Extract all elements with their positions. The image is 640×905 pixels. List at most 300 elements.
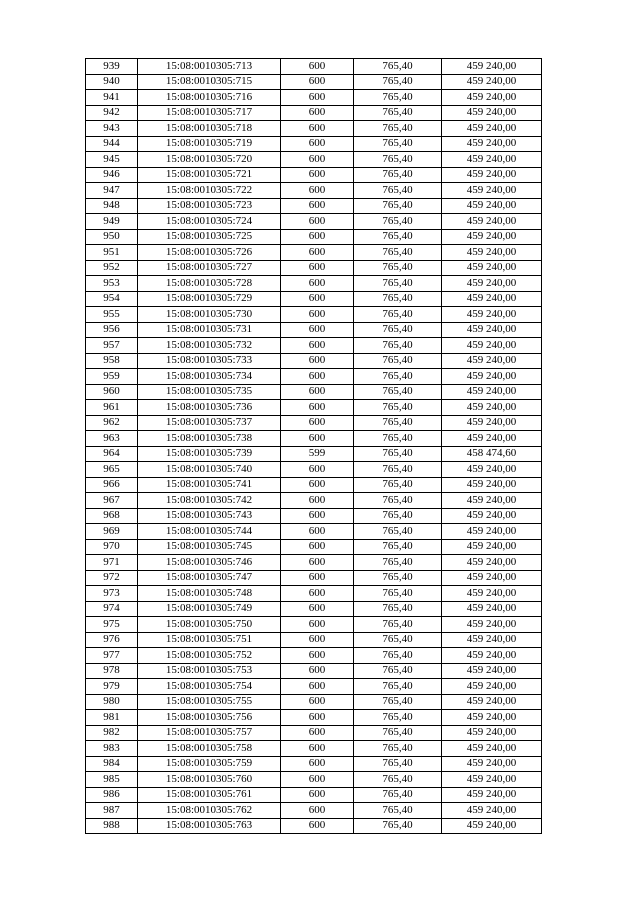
row-number-cell: 976 xyxy=(86,632,138,648)
cadastral-number-cell: 15:08:0010305:744 xyxy=(138,524,281,540)
rate-cell: 765,40 xyxy=(354,555,442,571)
rate-cell: 765,40 xyxy=(354,384,442,400)
area-cell: 600 xyxy=(281,586,354,602)
area-cell: 600 xyxy=(281,183,354,199)
table-row xyxy=(86,276,542,292)
table-row xyxy=(86,493,542,509)
area-cell: 600 xyxy=(281,539,354,555)
table-row xyxy=(86,586,542,602)
row-number-cell: 973 xyxy=(86,586,138,602)
cadastral-number-cell: 15:08:0010305:751 xyxy=(138,632,281,648)
row-number-cell: 954 xyxy=(86,291,138,307)
cadastral-number-cell: 15:08:0010305:759 xyxy=(138,756,281,772)
total-cell: 459 240,00 xyxy=(442,338,542,354)
table-row xyxy=(86,570,542,586)
area-cell: 600 xyxy=(281,291,354,307)
total-cell: 459 240,00 xyxy=(442,105,542,121)
rate-cell: 765,40 xyxy=(354,121,442,137)
cadastral-number-cell: 15:08:0010305:763 xyxy=(138,818,281,834)
rate-cell: 765,40 xyxy=(354,415,442,431)
total-cell: 459 240,00 xyxy=(442,586,542,602)
table-row xyxy=(86,90,542,106)
total-cell: 459 240,00 xyxy=(442,167,542,183)
total-cell: 459 240,00 xyxy=(442,508,542,524)
row-number-cell: 981 xyxy=(86,710,138,726)
table-row xyxy=(86,555,542,571)
row-number-cell: 952 xyxy=(86,260,138,276)
area-cell: 600 xyxy=(281,679,354,695)
total-cell: 459 240,00 xyxy=(442,663,542,679)
rate-cell: 765,40 xyxy=(354,632,442,648)
total-cell: 459 240,00 xyxy=(442,307,542,323)
table-row xyxy=(86,369,542,385)
cadastral-number-cell: 15:08:0010305:760 xyxy=(138,772,281,788)
rate-cell: 765,40 xyxy=(354,617,442,633)
cadastral-number-cell: 15:08:0010305:749 xyxy=(138,601,281,617)
area-cell: 600 xyxy=(281,601,354,617)
table-row xyxy=(86,679,542,695)
row-number-cell: 977 xyxy=(86,648,138,664)
cadastral-number-cell: 15:08:0010305:737 xyxy=(138,415,281,431)
cadastral-number-cell: 15:08:0010305:720 xyxy=(138,152,281,168)
table-row xyxy=(86,787,542,803)
total-cell: 459 240,00 xyxy=(442,694,542,710)
cadastral-number-cell: 15:08:0010305:753 xyxy=(138,663,281,679)
area-cell: 600 xyxy=(281,121,354,137)
total-cell: 459 240,00 xyxy=(442,90,542,106)
table-row xyxy=(86,384,542,400)
rate-cell: 765,40 xyxy=(354,710,442,726)
table-row xyxy=(86,725,542,741)
row-number-cell: 984 xyxy=(86,756,138,772)
area-cell: 599 xyxy=(281,446,354,462)
area-cell: 600 xyxy=(281,152,354,168)
area-cell: 600 xyxy=(281,276,354,292)
area-cell: 600 xyxy=(281,462,354,478)
table-row xyxy=(86,353,542,369)
table-row xyxy=(86,307,542,323)
cadastral-number-cell: 15:08:0010305:743 xyxy=(138,508,281,524)
rate-cell: 765,40 xyxy=(354,400,442,416)
total-cell: 459 240,00 xyxy=(442,555,542,571)
total-cell: 459 240,00 xyxy=(442,229,542,245)
rate-cell: 765,40 xyxy=(354,322,442,338)
rate-cell: 765,40 xyxy=(354,524,442,540)
rate-cell: 765,40 xyxy=(354,586,442,602)
row-number-cell: 986 xyxy=(86,787,138,803)
total-cell: 459 240,00 xyxy=(442,617,542,633)
total-cell: 459 240,00 xyxy=(442,136,542,152)
row-number-cell: 941 xyxy=(86,90,138,106)
rate-cell: 765,40 xyxy=(354,772,442,788)
cadastral-number-cell: 15:08:0010305:717 xyxy=(138,105,281,121)
table-row xyxy=(86,291,542,307)
table-row xyxy=(86,663,542,679)
rate-cell: 765,40 xyxy=(354,136,442,152)
rate-cell: 765,40 xyxy=(354,338,442,354)
table-row xyxy=(86,601,542,617)
area-cell: 600 xyxy=(281,756,354,772)
total-cell: 459 240,00 xyxy=(442,121,542,137)
rate-cell: 765,40 xyxy=(354,152,442,168)
cadastral-number-cell: 15:08:0010305:762 xyxy=(138,803,281,819)
table-row xyxy=(86,756,542,772)
cadastral-number-cell: 15:08:0010305:715 xyxy=(138,74,281,90)
area-cell: 600 xyxy=(281,322,354,338)
cadastral-number-cell: 15:08:0010305:738 xyxy=(138,431,281,447)
total-cell: 459 240,00 xyxy=(442,415,542,431)
rate-cell: 765,40 xyxy=(354,477,442,493)
total-cell: 459 240,00 xyxy=(442,539,542,555)
area-cell: 600 xyxy=(281,663,354,679)
area-cell: 600 xyxy=(281,694,354,710)
table-row xyxy=(86,198,542,214)
row-number-cell: 969 xyxy=(86,524,138,540)
row-number-cell: 950 xyxy=(86,229,138,245)
cadastral-number-cell: 15:08:0010305:716 xyxy=(138,90,281,106)
table-row xyxy=(86,59,542,75)
table-row xyxy=(86,245,542,261)
rate-cell: 765,40 xyxy=(354,260,442,276)
table-row xyxy=(86,477,542,493)
rate-cell: 765,40 xyxy=(354,601,442,617)
area-cell: 600 xyxy=(281,710,354,726)
area-cell: 600 xyxy=(281,787,354,803)
row-number-cell: 944 xyxy=(86,136,138,152)
rate-cell: 765,40 xyxy=(354,369,442,385)
area-cell: 600 xyxy=(281,617,354,633)
cadastral-number-cell: 15:08:0010305:731 xyxy=(138,322,281,338)
cadastral-number-cell: 15:08:0010305:758 xyxy=(138,741,281,757)
table-row xyxy=(86,152,542,168)
row-number-cell: 948 xyxy=(86,198,138,214)
row-number-cell: 942 xyxy=(86,105,138,121)
cadastral-number-cell: 15:08:0010305:729 xyxy=(138,291,281,307)
rate-cell: 765,40 xyxy=(354,105,442,121)
rate-cell: 765,40 xyxy=(354,307,442,323)
table-row xyxy=(86,167,542,183)
table-row xyxy=(86,648,542,664)
cadastral-number-cell: 15:08:0010305:761 xyxy=(138,787,281,803)
total-cell: 459 240,00 xyxy=(442,648,542,664)
area-cell: 600 xyxy=(281,338,354,354)
row-number-cell: 967 xyxy=(86,493,138,509)
total-cell: 459 240,00 xyxy=(442,353,542,369)
table-row xyxy=(86,415,542,431)
cadastral-number-cell: 15:08:0010305:721 xyxy=(138,167,281,183)
cadastral-number-cell: 15:08:0010305:732 xyxy=(138,338,281,354)
land-plots-table xyxy=(85,58,542,834)
rate-cell: 765,40 xyxy=(354,741,442,757)
area-cell: 600 xyxy=(281,136,354,152)
area-cell: 600 xyxy=(281,725,354,741)
area-cell: 600 xyxy=(281,198,354,214)
row-number-cell: 978 xyxy=(86,663,138,679)
cadastral-number-cell: 15:08:0010305:754 xyxy=(138,679,281,695)
row-number-cell: 972 xyxy=(86,570,138,586)
row-number-cell: 947 xyxy=(86,183,138,199)
rate-cell: 765,40 xyxy=(354,229,442,245)
row-number-cell: 958 xyxy=(86,353,138,369)
table-row xyxy=(86,632,542,648)
table-row xyxy=(86,214,542,230)
area-cell: 600 xyxy=(281,353,354,369)
table-row xyxy=(86,803,542,819)
rate-cell: 765,40 xyxy=(354,679,442,695)
area-cell: 600 xyxy=(281,632,354,648)
table-row xyxy=(86,694,542,710)
rate-cell: 765,40 xyxy=(354,803,442,819)
total-cell: 459 240,00 xyxy=(442,198,542,214)
area-cell: 600 xyxy=(281,477,354,493)
rate-cell: 765,40 xyxy=(354,648,442,664)
area-cell: 600 xyxy=(281,493,354,509)
cadastral-number-cell: 15:08:0010305:755 xyxy=(138,694,281,710)
total-cell: 459 240,00 xyxy=(442,214,542,230)
cadastral-number-cell: 15:08:0010305:730 xyxy=(138,307,281,323)
total-cell: 459 240,00 xyxy=(442,384,542,400)
row-number-cell: 975 xyxy=(86,617,138,633)
area-cell: 600 xyxy=(281,508,354,524)
area-cell: 600 xyxy=(281,245,354,261)
total-cell: 459 240,00 xyxy=(442,74,542,90)
area-cell: 600 xyxy=(281,214,354,230)
area-cell: 600 xyxy=(281,648,354,664)
total-cell: 459 240,00 xyxy=(442,787,542,803)
area-cell: 600 xyxy=(281,59,354,75)
table-row xyxy=(86,524,542,540)
row-number-cell: 961 xyxy=(86,400,138,416)
row-number-cell: 943 xyxy=(86,121,138,137)
table-row xyxy=(86,741,542,757)
rate-cell: 765,40 xyxy=(354,725,442,741)
row-number-cell: 980 xyxy=(86,694,138,710)
table-row xyxy=(86,400,542,416)
rate-cell: 765,40 xyxy=(354,183,442,199)
rate-cell: 765,40 xyxy=(354,493,442,509)
total-cell: 459 240,00 xyxy=(442,570,542,586)
cadastral-number-cell: 15:08:0010305:745 xyxy=(138,539,281,555)
table-row xyxy=(86,338,542,354)
row-number-cell: 966 xyxy=(86,477,138,493)
row-number-cell: 945 xyxy=(86,152,138,168)
area-cell: 600 xyxy=(281,260,354,276)
row-number-cell: 957 xyxy=(86,338,138,354)
total-cell: 459 240,00 xyxy=(442,431,542,447)
cadastral-number-cell: 15:08:0010305:724 xyxy=(138,214,281,230)
table-row xyxy=(86,105,542,121)
rate-cell: 765,40 xyxy=(354,74,442,90)
table-row xyxy=(86,136,542,152)
total-cell: 459 240,00 xyxy=(442,59,542,75)
cadastral-number-cell: 15:08:0010305:718 xyxy=(138,121,281,137)
cadastral-number-cell: 15:08:0010305:733 xyxy=(138,353,281,369)
total-cell: 459 240,00 xyxy=(442,679,542,695)
area-cell: 600 xyxy=(281,229,354,245)
cadastral-number-cell: 15:08:0010305:740 xyxy=(138,462,281,478)
area-cell: 600 xyxy=(281,431,354,447)
rate-cell: 765,40 xyxy=(354,291,442,307)
total-cell: 459 240,00 xyxy=(442,772,542,788)
total-cell: 459 240,00 xyxy=(442,260,542,276)
total-cell: 459 240,00 xyxy=(442,152,542,168)
row-number-cell: 962 xyxy=(86,415,138,431)
total-cell: 459 240,00 xyxy=(442,493,542,509)
cadastral-number-cell: 15:08:0010305:736 xyxy=(138,400,281,416)
area-cell: 600 xyxy=(281,400,354,416)
table-row xyxy=(86,818,542,834)
total-cell: 458 474,60 xyxy=(442,446,542,462)
area-cell: 600 xyxy=(281,741,354,757)
total-cell: 459 240,00 xyxy=(442,632,542,648)
rate-cell: 765,40 xyxy=(354,431,442,447)
rate-cell: 765,40 xyxy=(354,167,442,183)
total-cell: 459 240,00 xyxy=(442,741,542,757)
total-cell: 459 240,00 xyxy=(442,725,542,741)
total-cell: 459 240,00 xyxy=(442,477,542,493)
row-number-cell: 940 xyxy=(86,74,138,90)
area-cell: 600 xyxy=(281,415,354,431)
cadastral-number-cell: 15:08:0010305:748 xyxy=(138,586,281,602)
row-number-cell: 971 xyxy=(86,555,138,571)
rate-cell: 765,40 xyxy=(354,508,442,524)
total-cell: 459 240,00 xyxy=(442,524,542,540)
row-number-cell: 951 xyxy=(86,245,138,261)
area-cell: 600 xyxy=(281,74,354,90)
cadastral-number-cell: 15:08:0010305:725 xyxy=(138,229,281,245)
rate-cell: 765,40 xyxy=(354,198,442,214)
cadastral-number-cell: 15:08:0010305:752 xyxy=(138,648,281,664)
row-number-cell: 939 xyxy=(86,59,138,75)
row-number-cell: 960 xyxy=(86,384,138,400)
total-cell: 459 240,00 xyxy=(442,322,542,338)
area-cell: 600 xyxy=(281,369,354,385)
total-cell: 459 240,00 xyxy=(442,183,542,199)
row-number-cell: 963 xyxy=(86,431,138,447)
cadastral-number-cell: 15:08:0010305:757 xyxy=(138,725,281,741)
area-cell: 600 xyxy=(281,90,354,106)
row-number-cell: 955 xyxy=(86,307,138,323)
rate-cell: 765,40 xyxy=(354,90,442,106)
rate-cell: 765,40 xyxy=(354,245,442,261)
total-cell: 459 240,00 xyxy=(442,756,542,772)
area-cell: 600 xyxy=(281,384,354,400)
rate-cell: 765,40 xyxy=(354,694,442,710)
rate-cell: 765,40 xyxy=(354,214,442,230)
rate-cell: 765,40 xyxy=(354,539,442,555)
total-cell: 459 240,00 xyxy=(442,245,542,261)
table-row xyxy=(86,772,542,788)
rate-cell: 765,40 xyxy=(354,818,442,834)
rate-cell: 765,40 xyxy=(354,276,442,292)
rate-cell: 765,40 xyxy=(354,663,442,679)
total-cell: 459 240,00 xyxy=(442,462,542,478)
total-cell: 459 240,00 xyxy=(442,369,542,385)
cadastral-number-cell: 15:08:0010305:722 xyxy=(138,183,281,199)
row-number-cell: 949 xyxy=(86,214,138,230)
row-number-cell: 965 xyxy=(86,462,138,478)
total-cell: 459 240,00 xyxy=(442,803,542,819)
row-number-cell: 970 xyxy=(86,539,138,555)
row-number-cell: 983 xyxy=(86,741,138,757)
row-number-cell: 956 xyxy=(86,322,138,338)
row-number-cell: 985 xyxy=(86,772,138,788)
area-cell: 600 xyxy=(281,524,354,540)
rate-cell: 765,40 xyxy=(354,59,442,75)
rate-cell: 765,40 xyxy=(354,787,442,803)
table-row xyxy=(86,183,542,199)
table-row xyxy=(86,431,542,447)
table-row xyxy=(86,229,542,245)
cadastral-number-cell: 15:08:0010305:734 xyxy=(138,369,281,385)
total-cell: 459 240,00 xyxy=(442,601,542,617)
row-number-cell: 959 xyxy=(86,369,138,385)
table-row xyxy=(86,446,542,462)
table-row xyxy=(86,74,542,90)
row-number-cell: 988 xyxy=(86,818,138,834)
row-number-cell: 987 xyxy=(86,803,138,819)
cadastral-number-cell: 15:08:0010305:741 xyxy=(138,477,281,493)
cadastral-number-cell: 15:08:0010305:719 xyxy=(138,136,281,152)
area-cell: 600 xyxy=(281,555,354,571)
area-cell: 600 xyxy=(281,307,354,323)
table-row xyxy=(86,710,542,726)
area-cell: 600 xyxy=(281,105,354,121)
cadastral-number-cell: 15:08:0010305:728 xyxy=(138,276,281,292)
area-cell: 600 xyxy=(281,772,354,788)
total-cell: 459 240,00 xyxy=(442,276,542,292)
cadastral-number-cell: 15:08:0010305:713 xyxy=(138,59,281,75)
cadastral-number-cell: 15:08:0010305:723 xyxy=(138,198,281,214)
cadastral-number-cell: 15:08:0010305:746 xyxy=(138,555,281,571)
table-row xyxy=(86,462,542,478)
row-number-cell: 974 xyxy=(86,601,138,617)
row-number-cell: 982 xyxy=(86,725,138,741)
area-cell: 600 xyxy=(281,167,354,183)
row-number-cell: 979 xyxy=(86,679,138,695)
row-number-cell: 946 xyxy=(86,167,138,183)
row-number-cell: 953 xyxy=(86,276,138,292)
table-row xyxy=(86,617,542,633)
total-cell: 459 240,00 xyxy=(442,818,542,834)
area-cell: 600 xyxy=(281,818,354,834)
table-row xyxy=(86,260,542,276)
rate-cell: 765,40 xyxy=(354,570,442,586)
cadastral-number-cell: 15:08:0010305:726 xyxy=(138,245,281,261)
area-cell: 600 xyxy=(281,570,354,586)
table-row xyxy=(86,539,542,555)
cadastral-number-cell: 15:08:0010305:742 xyxy=(138,493,281,509)
rate-cell: 765,40 xyxy=(354,353,442,369)
cadastral-number-cell: 15:08:0010305:735 xyxy=(138,384,281,400)
rate-cell: 765,40 xyxy=(354,462,442,478)
row-number-cell: 968 xyxy=(86,508,138,524)
cadastral-number-cell: 15:08:0010305:739 xyxy=(138,446,281,462)
cadastral-number-cell: 15:08:0010305:747 xyxy=(138,570,281,586)
row-number-cell: 964 xyxy=(86,446,138,462)
rate-cell: 765,40 xyxy=(354,446,442,462)
table-row xyxy=(86,121,542,137)
cadastral-number-cell: 15:08:0010305:750 xyxy=(138,617,281,633)
area-cell: 600 xyxy=(281,803,354,819)
table-body xyxy=(86,59,542,834)
rate-cell: 765,40 xyxy=(354,756,442,772)
table-row xyxy=(86,322,542,338)
total-cell: 459 240,00 xyxy=(442,400,542,416)
total-cell: 459 240,00 xyxy=(442,710,542,726)
total-cell: 459 240,00 xyxy=(442,291,542,307)
cadastral-number-cell: 15:08:0010305:727 xyxy=(138,260,281,276)
